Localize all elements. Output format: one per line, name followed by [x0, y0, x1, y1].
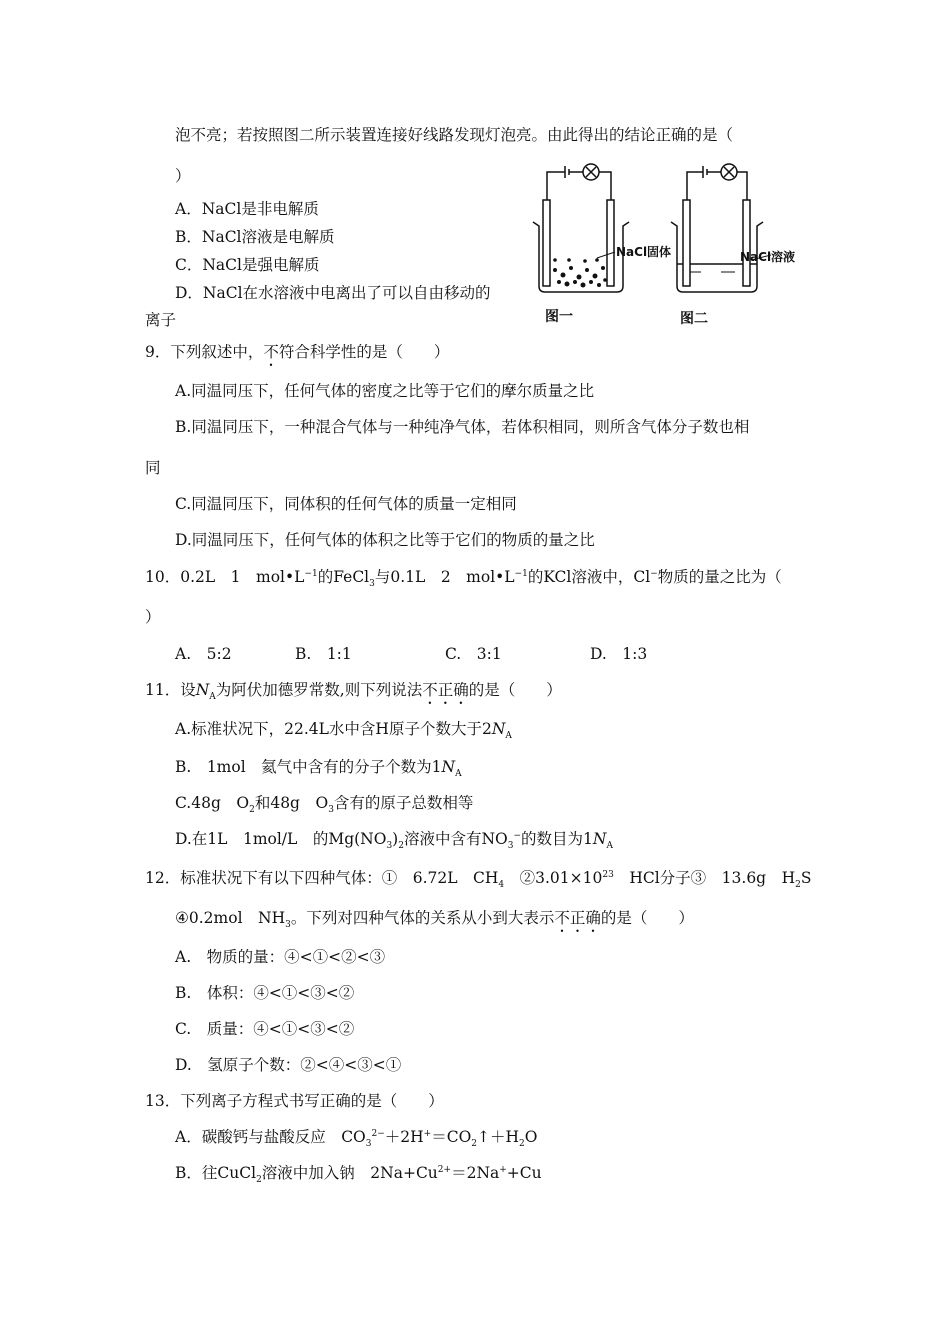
q13-option-b: B．往CuCl$_2$溶液中加入钠 $2Na+Cu^{2+}=2Na^++Cu$ [175, 1164, 542, 1186]
q9-option-a: A.同温同压下，任何气体的密度之比等于它们的摩尔质量之比 [175, 382, 595, 400]
figure-1-apparatus [533, 164, 629, 292]
intro-option-a: A．NaCl是非电解质 [175, 200, 319, 218]
q13-option-a: A．碳酸钙与盐酸反应 $CO_3^{2-}+2H^+=CO_2↑+H_2O$ [175, 1128, 538, 1150]
q12-option-c: C. 质量：④<①<③<② [175, 1020, 355, 1038]
caption-figure-2: 图二 [680, 311, 708, 327]
q9-option-b-tail: 同 [145, 459, 161, 477]
q10-option-d: D. 1:3 [590, 645, 648, 663]
q9-stem: 9．下列叙述中，不符合科学性的是（ ） [145, 343, 450, 361]
intro-option-c: C．NaCl是强电解质 [175, 256, 320, 274]
q12-option-d: D. 氢原子个数：②<④<③<① [175, 1056, 402, 1074]
q9-option-c: C.同温同压下，同体积的任何气体的质量一定相同 [175, 495, 517, 513]
q10-option-c: C. 3:1 [445, 645, 502, 663]
q11-option-a: A.标准状况下，22.4L水中含H原子个数大于$2N_A$ [175, 720, 512, 742]
label-nacl-solid: NaCl固体 [616, 245, 672, 259]
intro-option-b: B．NaCl溶液是电解质 [175, 228, 335, 246]
q13-stem: 13．下列离子方程式书写正确的是（ ） [145, 1092, 444, 1110]
intro-option-d: D．NaCl在水溶液中电离出了可以自由移动的 [175, 284, 491, 302]
q12-option-a: A. 物质的量：④<①<②<③ [175, 948, 386, 966]
figure-2-apparatus [671, 164, 763, 292]
q12-stem-line-1: 12．标准状况下有以下四种气体：① 6.72L $CH_4$ $②3.01\times 10^{23}$ HCl分子③ 13.6g $H_2S$ [145, 869, 812, 891]
q11-stem: 11．设$N_A$为阿伏加德罗常数,则下列说法不正确的是（ ） [145, 681, 562, 703]
q11-option-b: B. 1mol 氦气中含有的分子个数为$1N_A$ [175, 758, 462, 780]
q11-option-c: C.48g $O_2$和48g $O_3$含有的原子总数相等 [175, 794, 474, 816]
q11-option-d: D.在1L 1mol/L 的$Mg(NO_3)_2$溶液中含有$NO_3^-$的数目为$1N_A$ [175, 830, 613, 852]
intro-option-d-tail: 离子 [145, 311, 177, 329]
q12-option-b: B. 体积：④<①<③<② [175, 984, 355, 1002]
q10-stem: 10．0.2L 1 $mol•L^{-1}$的FeCl$_3$与0.1L 2 $mol•L^{-1}$的KCl溶液中，Cl−物质的量之比为（ [145, 568, 782, 590]
q10-stem-close: ） [145, 608, 161, 626]
q10-option-b: B. 1:1 [295, 645, 352, 663]
q10-option-a: A. 5:2 [175, 645, 232, 663]
caption-figure-1: 图一 [545, 309, 573, 325]
q9-option-b: B.同温同压下，一种混合气体与一种纯净气体，若体积相同，则所含气体分子数也相 [175, 418, 750, 436]
q9-option-d: D.同温同压下，任何气体的体积之比等于它们的物质的量之比 [175, 531, 595, 549]
nacl-solid-particles [553, 258, 607, 287]
intro-line-2: ） [175, 167, 191, 185]
conductivity-figure [525, 160, 805, 300]
label-nacl-solution: NaCl溶液 [740, 250, 796, 264]
intro-line-1: 泡不亮；若按照图二所示装置连接好线路发现灯泡亮。由此得出的结论正确的是（ [175, 126, 734, 144]
q12-stem-line-2: ④0.2mol $NH_3$。下列对四种气体的关系从小到大表示不正确的是（ ） [175, 909, 694, 931]
